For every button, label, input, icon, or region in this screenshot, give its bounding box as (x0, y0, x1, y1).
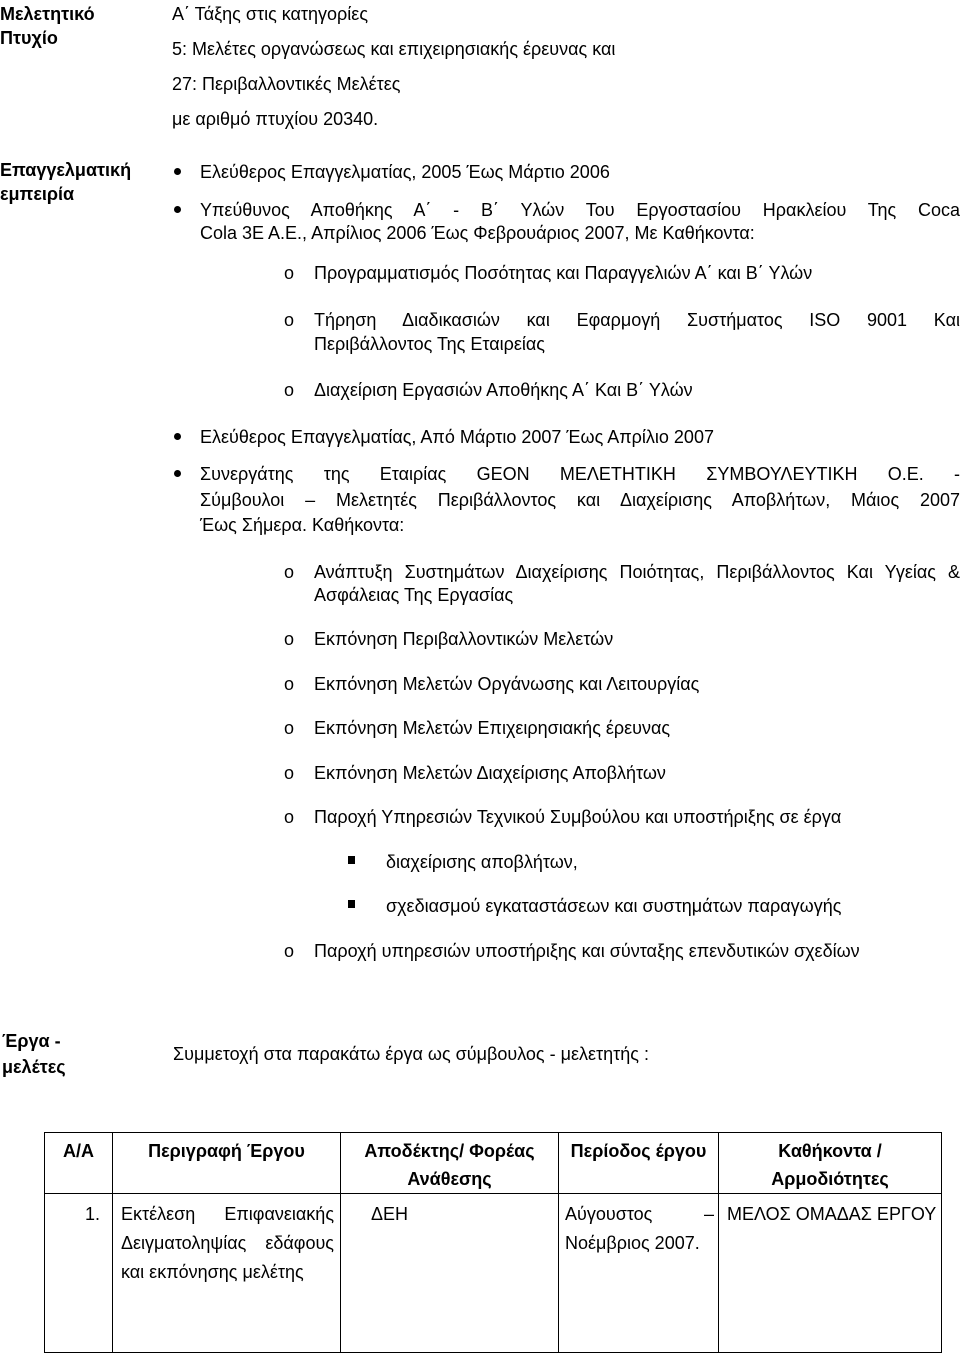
duty-3: Διαχείριση Εργασιών Αποθήκης Α΄ Και Β΄ Υλών (314, 380, 693, 400)
duty-8: Εκπόνηση Μελετών Διαχείρισης Αποβλήτων (314, 763, 666, 783)
duty-1: Προγραμματισμός Ποσότητας και Παραγγελιών Α΄ και Β΄ Υλών (314, 263, 813, 283)
projects-label-line-2: μελέτες (2, 1057, 66, 1077)
cell-client: ΔΕΗ (341, 1194, 559, 1353)
o-bullet-icon: o (284, 310, 295, 330)
cell-role: ΜΕΛΟΣ ΟΜΑΔΑΣ ΕΡΓΟΥ (719, 1194, 942, 1353)
projects-table (44, 1132, 942, 1353)
experience-item-2-line-2: Cola 3Ε Α.Ε., Απρίλιος 2006 Έως Φεβρουάριος 2007, Με Καθήκοντα: (200, 223, 755, 243)
cell-period: Αύγουστος – Νοέμβριος 2007. (559, 1194, 719, 1353)
cell-num: 1. (45, 1194, 113, 1353)
o-bullet-icon: o (284, 718, 295, 738)
bullet-icon (174, 470, 181, 477)
degree-line-2: 5: Μελέτες οργανώσεως και επιχειρησιακής έρευνας και (172, 39, 616, 59)
col-header-description: Περιγραφή Έργου (113, 1133, 341, 1194)
cell-description: Εκτέλεση Επιφανειακής Δειγματοληψίας εδάφους και εκπόνησης μελέτης (113, 1194, 341, 1353)
col-header-role: Καθήκοντα / Αρμοδιότητες (719, 1133, 942, 1194)
square-bullet-icon (348, 856, 355, 864)
degree-line-3: 27: Περιβαλλοντικές Μελέτες (172, 74, 401, 94)
projects-intro: Συμμετοχή στα παρακάτω έργα ως σύμβουλος - μελετητής : (173, 1044, 649, 1064)
col-header-client: Αποδέκτης/ Φορέας Ανάθεσης (341, 1133, 559, 1194)
square-bullet-icon (348, 900, 355, 908)
table-row (45, 1194, 942, 1353)
duty-4-line-1: Ανάπτυξη Συστημάτων Διαχείρισης Ποιότητας, Περιβάλλοντος Και Υγείας & (314, 562, 960, 582)
bullet-icon (174, 206, 181, 213)
experience-item-3: Ελεύθερος Επαγγελματίας, Από Μάρτιο 2007 Έως Απρίλιο 2007 (200, 427, 714, 447)
o-bullet-icon: o (284, 629, 295, 649)
subduty-1: διαχείρισης αποβλήτων, (386, 852, 578, 872)
o-bullet-icon: o (284, 807, 295, 827)
col-header-period: Περίοδος έργου (559, 1133, 719, 1194)
experience-item-4-line-2: Σύμβουλοι – Μελετητές Περιβάλλοντος και Διαχείρισης Αποβλήτων, Μάιος 2007 (200, 490, 960, 510)
duty-4-line-2: Ασφάλειας Της Εργασίας (314, 585, 514, 605)
o-bullet-icon: o (284, 562, 295, 582)
o-bullet-icon: o (284, 380, 295, 400)
o-bullet-icon: o (284, 674, 295, 694)
o-bullet-icon: o (284, 941, 295, 961)
o-bullet-icon: o (284, 763, 295, 783)
duty-2-line-1: Τήρηση Διαδικασιών και Εφαρμογή Συστήματος ISO 9001 Και (314, 310, 960, 330)
experience-item-1: Ελεύθερος Επαγγελματίας, 2005 Έως Μάρτιο 2006 (200, 162, 610, 182)
experience-item-2-line-1: Υπεύθυνος Αποθήκης Α΄ - Β΄ Υλών Του Εργοστασίου Ηρακλείου Της Coca (200, 200, 960, 220)
o-bullet-icon: o (284, 263, 295, 283)
experience-label: Επαγγελματική εμπειρία (0, 160, 132, 204)
experience-item-4-line-1: Συνεργάτης της Εταιρίας GEON ΜΕΛΕΤΗΤΙΚΗ ΣΥΜΒΟΥΛΕΥΤΙΚΗ Ο.Ε. - (200, 464, 960, 484)
experience-item-4-line-3: Έως Σήμερα. Καθήκοντα: (200, 515, 405, 535)
col-header-num: Α/Α (45, 1133, 113, 1194)
projects-label-line-1: Έργα - (2, 1031, 61, 1051)
duty-5: Εκπόνηση Περιβαλλοντικών Μελετών (314, 629, 614, 649)
bullet-icon (174, 433, 181, 440)
degree-label: Μελετητικό Πτυχίο (0, 4, 95, 48)
degree-line-1: Α΄ Τάξης στις κατηγορίες (172, 4, 368, 24)
duty-9: Παροχή Υπηρεσιών Τεχνικού Συμβούλου και υποστήριξης σε έργα (314, 807, 842, 827)
duty-2-line-2: Περιβάλλοντος Της Εταιρείας (314, 334, 545, 354)
degree-line-4: με αριθμό πτυχίου 20340. (172, 109, 379, 129)
duty-6: Εκπόνηση Μελετών Οργάνωσης και Λειτουργίας (314, 674, 700, 694)
duty-10: Παροχή υπηρεσιών υποστήριξης και σύνταξης επενδυτικών σχεδίων (314, 941, 860, 961)
duty-7: Εκπόνηση Μελετών Επιχειρησιακής έρευνας (314, 718, 671, 738)
table-header-row (45, 1133, 942, 1194)
bullet-icon (174, 168, 181, 175)
subduty-2: σχεδιασμού εγκαταστάσεων και συστημάτων παραγωγής (386, 896, 842, 916)
